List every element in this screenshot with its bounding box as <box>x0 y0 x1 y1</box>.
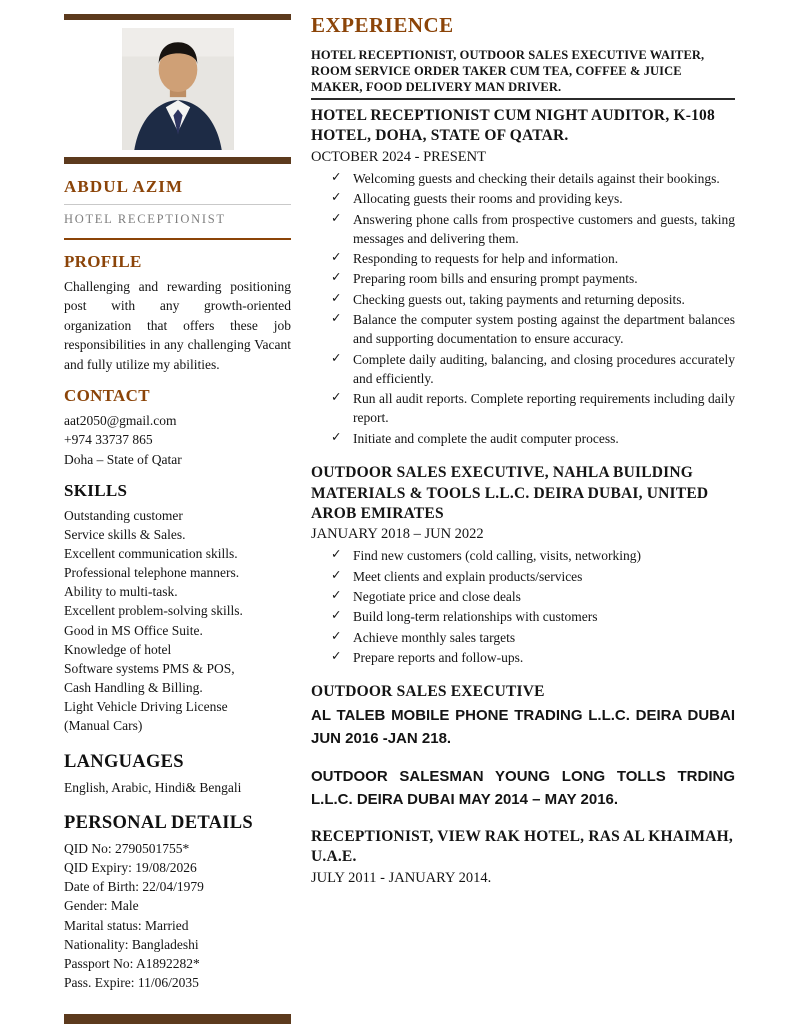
bullet-text: Complete daily auditing, balancing, and closing procedures accurately and efficiently. <box>353 351 735 386</box>
contact-line: +974 33737 865 <box>64 432 153 448</box>
photo-underline-bar <box>64 157 291 164</box>
bullet-item <box>331 389 735 428</box>
bullet-item <box>331 628 735 647</box>
bullet-item <box>331 269 735 288</box>
bullet-item <box>331 607 735 626</box>
skill-line: Service skills & Sales. <box>64 526 186 542</box>
skill-line: Excellent communication skills. <box>64 545 238 561</box>
check-icon: ✓ <box>331 290 342 305</box>
job-title: HOTEL RECEPTIONIST CUM NIGHT AUDITOR, K-108 HOTEL, DOHA, STATE OF QATAR. <box>311 107 715 145</box>
bullet-text: Achieve monthly sales targets <box>353 629 516 645</box>
bullet-item <box>331 290 735 309</box>
check-icon: ✓ <box>331 628 342 643</box>
personal-detail-line: Nationality: Bangladeshi <box>64 936 199 952</box>
bullet-item <box>331 310 735 349</box>
job-entry-4 <box>311 765 735 812</box>
bullet-text: Checking guests out, taking payments and returning deposits. <box>353 291 685 307</box>
profile-heading: PROFILE <box>64 252 142 271</box>
skill-line: Software systems PMS & POS, <box>64 660 235 676</box>
check-icon: ✓ <box>331 169 342 184</box>
bullet-item <box>331 189 735 208</box>
profile-photo <box>122 28 234 150</box>
check-icon: ✓ <box>331 608 342 623</box>
job-entry-2 <box>311 463 735 667</box>
experience-jobs <box>311 106 735 887</box>
bottom-accent-bar <box>64 1014 291 1024</box>
personal-detail-line: Passport No: A1892282* <box>64 955 200 971</box>
languages-text: English, Arabic, Hindi& Bengali <box>64 779 242 795</box>
skill-line: (Manual Cars) <box>64 718 143 734</box>
skill-line: Excellent problem-solving skills. <box>64 603 243 619</box>
bullet-text: Allocating guests their rooms and providing keys. <box>353 191 623 207</box>
candidate-name: ABDUL AZIM <box>64 177 184 196</box>
contact-lines <box>64 411 291 468</box>
skill-line: Light Vehicle Driving License <box>64 699 228 715</box>
contact-line: aat2050@gmail.com <box>64 413 177 429</box>
bullet-item <box>331 546 735 565</box>
contact-line: Doha – State of Qatar <box>64 451 182 467</box>
bullet-text: Answering phone calls from prospective customers and guests, taking messages and delivering them. <box>353 211 735 246</box>
profile-text: Challenging and rewarding positioning post with any growth-oriented organization that offers these job responsibilities in any challenging Vacant and fully utilize my abilities. <box>64 279 291 372</box>
personal-detail-line: Pass. Expire: 11/06/2035 <box>64 975 199 991</box>
job-bullet-list <box>311 169 735 448</box>
job-subtitle: OUTDOOR SALESMAN YOUNG LONG TOLLS TRDING L.L.C. DEIRA DUBAI MAY 2014 – MAY 2016. <box>311 768 735 809</box>
check-icon: ✓ <box>331 190 342 205</box>
job-dates: JANUARY 2018 – JUN 2022 <box>311 526 484 543</box>
check-icon: ✓ <box>331 270 342 285</box>
bullet-text: Welcoming guests and checking their details against their bookings. <box>353 170 720 186</box>
skills-heading: SKILLS <box>64 480 128 500</box>
job-subtitle: AL TALEB MOBILE PHONE TRADING L.L.C. DEIRA DUBAI JUN 2016 -JAN 218. <box>311 706 735 747</box>
check-icon: ✓ <box>331 390 342 405</box>
skill-line: Outstanding customer <box>64 507 183 523</box>
contact-heading: CONTACT <box>64 386 150 406</box>
personal-detail-line: Date of Birth: 22/04/1979 <box>64 879 204 895</box>
personal-detail-line: QID Expiry: 19/08/2026 <box>64 860 197 876</box>
skill-line: Cash Handling & Billing. <box>64 680 203 696</box>
job-title: OUTDOOR SALES EXECUTIVE, NAHLA BUILDING MATERIALS & TOOLS L.L.C. DEIRA DUBAI, UNITED AROB EMIRATES <box>311 464 709 522</box>
bullet-item <box>331 429 735 448</box>
check-icon: ✓ <box>331 648 342 663</box>
personal-detail-line: QID No: 2790501755* <box>64 840 190 856</box>
bullet-text: Responding to requests for help and information. <box>353 251 619 267</box>
languages-heading: LANGUAGES <box>64 751 184 772</box>
bullet-text: Prepare reports and follow-ups. <box>353 649 524 665</box>
bullet-text: Initiate and complete the audit computer process. <box>353 430 619 446</box>
check-icon: ✓ <box>331 350 342 365</box>
job-entry-5 <box>311 827 735 887</box>
check-icon: ✓ <box>331 250 342 265</box>
check-icon: ✓ <box>331 588 342 603</box>
job-dates: OCTOBER 2024 - PRESENT <box>311 148 486 165</box>
job-title: RECEPTIONIST, VIEW RAK HOTEL, RAS AL KHAIMAH, U.A.E. <box>311 827 733 866</box>
experience-column <box>311 13 735 902</box>
bullet-text: Negotiate price and close deals <box>353 589 521 605</box>
check-icon: ✓ <box>331 567 342 582</box>
bullet-item <box>331 350 735 389</box>
person-portrait-graphic <box>122 28 234 150</box>
check-icon: ✓ <box>331 547 342 562</box>
experience-heading: EXPERIENCE <box>311 13 454 37</box>
personal-detail-line: Gender: Male <box>64 898 139 914</box>
skills-lines <box>64 506 291 736</box>
role-divider <box>64 238 291 240</box>
bullet-text: Find new customers (cold calling, visits, networking) <box>353 548 641 564</box>
top-accent-bar <box>64 14 291 20</box>
bullet-item <box>331 567 735 586</box>
job-bullet-list <box>311 546 735 667</box>
bullet-text: Meet clients and explain products/services <box>353 568 583 584</box>
candidate-role: HOTEL RECEPTIONIST <box>64 212 226 226</box>
skill-line: Ability to multi-task. <box>64 584 178 600</box>
bullet-text: Balance the computer system posting against the department balances and supporting documentation to ensure accuracy. <box>353 311 735 347</box>
experience-summary: HOTEL RECEPTIONIST, OUTDOOR SALES EXECUTIVE WAITER, ROOM SERVICE ORDER TAKER CUM TEA, COFFEE & JUICE MAKER, FOOD DELIVERY MAN DRIVER. <box>311 48 705 94</box>
bullet-text: Build long-term relationships with customers <box>353 609 598 625</box>
bullet-item <box>331 249 735 268</box>
skill-line: Knowledge of hotel <box>64 641 172 657</box>
skill-line: Professional telephone manners. <box>64 565 240 581</box>
personal-detail-line: Marital status: Married <box>64 917 189 933</box>
check-icon: ✓ <box>331 210 342 225</box>
name-divider <box>64 204 291 205</box>
skill-line: Good in MS Office Suite. <box>64 622 203 638</box>
bullet-item <box>331 210 735 249</box>
bullet-text: Preparing room bills and ensuring prompt payments. <box>353 271 638 287</box>
job-dates: JULY 2011 - JANUARY 2014. <box>311 869 492 886</box>
job-title: OUTDOOR SALES EXECUTIVE <box>311 683 545 701</box>
sidebar <box>64 14 291 992</box>
bullet-item <box>331 169 735 188</box>
bullet-text: Run all audit reports. Complete reporting requirements including daily report. <box>353 391 735 426</box>
summary-divider <box>311 98 735 100</box>
job-entry-1 <box>311 106 735 448</box>
personal-details-lines <box>64 839 291 992</box>
personal-details-heading: PERSONAL DETAILS <box>64 812 253 833</box>
job-entry-3 <box>311 682 735 750</box>
bullet-item <box>331 587 735 606</box>
bullet-item <box>331 648 735 667</box>
check-icon: ✓ <box>331 310 342 325</box>
check-icon: ✓ <box>331 429 342 444</box>
